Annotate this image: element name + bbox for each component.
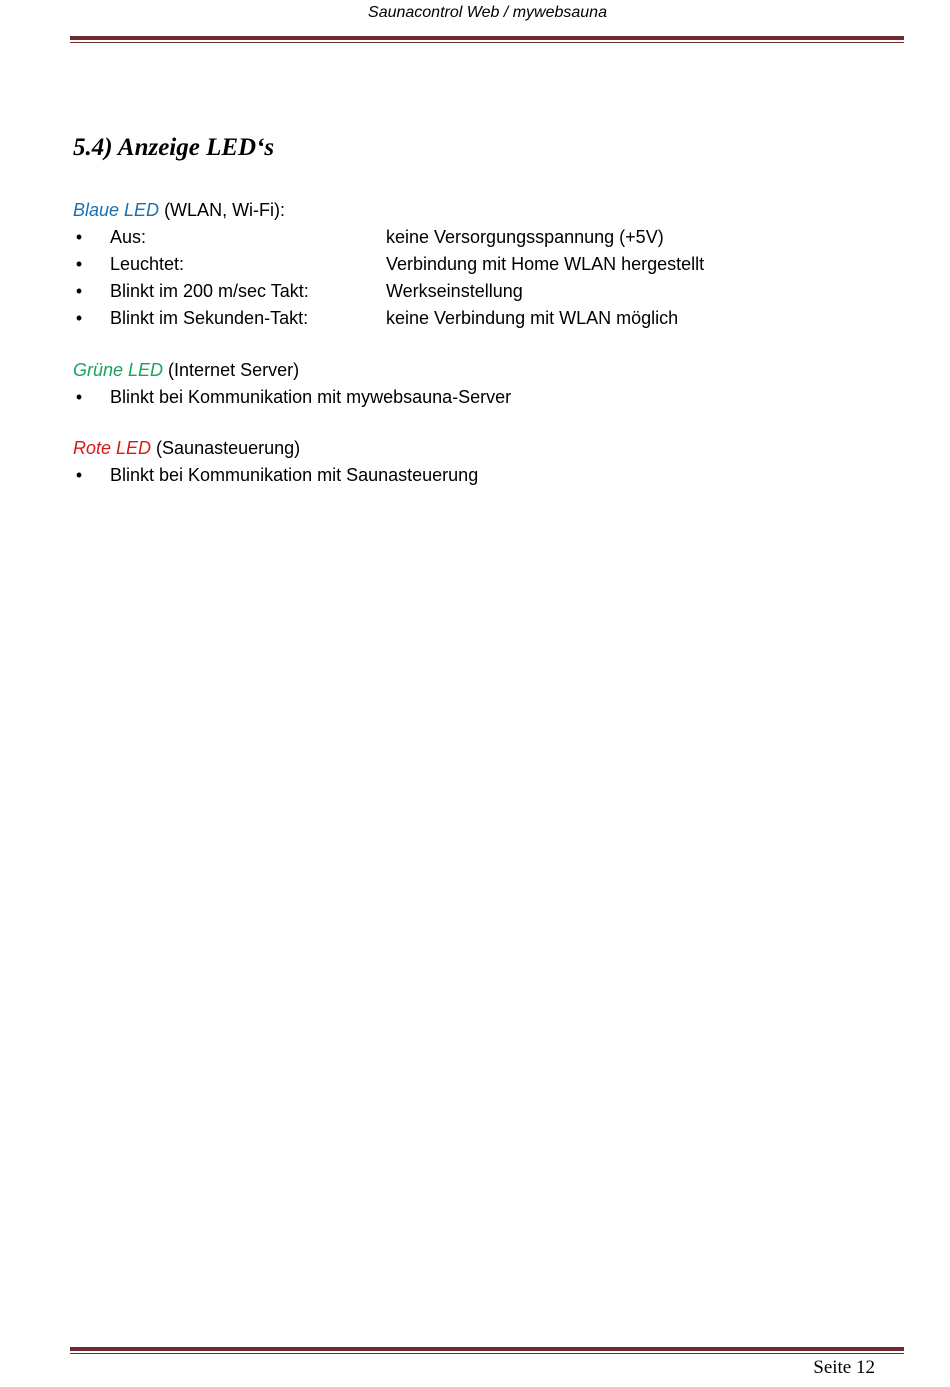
led-state-label: Blinkt bei Kommunikation mit Saunasteuerung [110, 465, 479, 485]
green-led-group-title [73, 359, 299, 381]
led-state-meaning: keine Versorgungsspannung (+5V) [386, 227, 664, 247]
bullet-icon: • [75, 227, 83, 247]
led-state-label: Leuchtet: [110, 254, 185, 274]
green-led-description: (Internet Server) [163, 360, 300, 380]
green-led-name: Grüne LED [73, 360, 164, 380]
list-item [73, 386, 873, 408]
led-state-label: Blinkt bei Kommunikation mit mywebsauna-Server [110, 387, 512, 407]
footer-rule-thick [70, 1347, 904, 1351]
led-state-label: Aus: [110, 227, 147, 247]
bullet-icon: • [75, 281, 83, 301]
red-led-description: (Saunasteuerung) [151, 438, 301, 458]
list-item [73, 253, 873, 275]
document-header-title: Saunacontrol Web / mywebsauna [368, 4, 607, 21]
list-item [73, 307, 873, 329]
bullet-icon: • [75, 387, 83, 407]
led-state-label: Blinkt im Sekunden-Takt: [110, 308, 309, 328]
led-state-meaning: Werkseinstellung [386, 281, 523, 301]
led-state-label: Blinkt im 200 m/sec Takt: [110, 281, 309, 301]
red-led-name: Rote LED [73, 438, 152, 458]
led-state-meaning: Verbindung mit Home WLAN hergestellt [386, 254, 705, 274]
page-number: Seite 12 [813, 1357, 875, 1378]
list-item [73, 226, 873, 248]
bullet-icon: • [75, 465, 83, 485]
header-rule-thin [70, 42, 904, 43]
bullet-icon: • [75, 308, 83, 328]
footer-rule-thin [70, 1353, 904, 1354]
blue-led-group-title [73, 199, 285, 221]
section-heading: 5.4) Anzeige LED‘s [73, 134, 275, 161]
list-item [73, 464, 873, 486]
red-led-group-title [73, 437, 300, 459]
list-item [73, 280, 873, 302]
bullet-icon: • [75, 254, 83, 274]
blue-led-description: (WLAN, Wi-Fi): [159, 200, 286, 220]
led-state-meaning: keine Verbindung mit WLAN möglich [386, 308, 679, 328]
header-rule-thick [70, 36, 904, 40]
blue-led-name: Blaue LED [73, 200, 160, 220]
